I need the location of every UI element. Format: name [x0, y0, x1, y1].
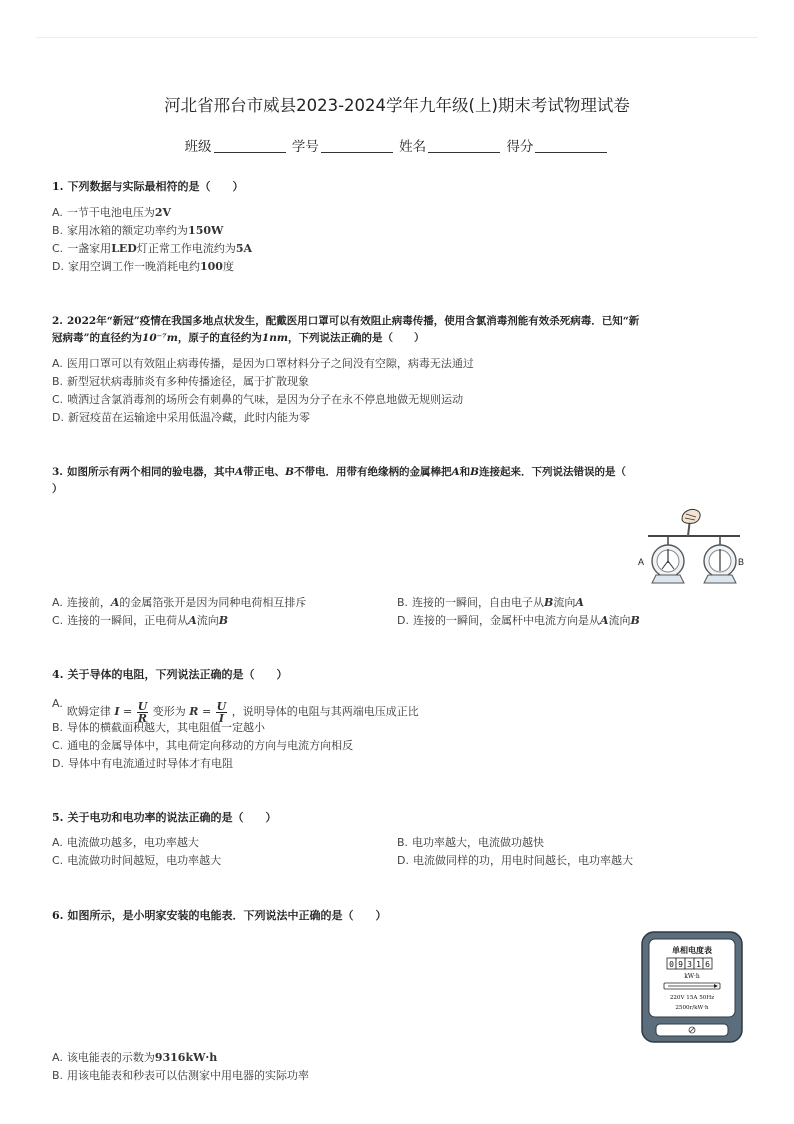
option-3d[interactable]: D. 连接的一瞬间，金属杆中电流方向是从A流向B: [397, 614, 640, 627]
score-label: 得分: [506, 139, 534, 155]
meter-digit: 6: [705, 960, 710, 969]
label-b: B: [738, 557, 745, 567]
electroscope-b: [704, 536, 736, 583]
header-rule: [36, 37, 758, 38]
option-5d[interactable]: D. 电流做同样的功，用电时间越长，电功率越大: [397, 854, 633, 867]
id-label: 学号: [291, 139, 319, 155]
question-3: 3. 如图所示有两个相同的验电器，其中A带正电、B不带电．用带有绝缘柄的金属棒把A和B连接起来．下列说法错误的是（ ）: [52, 466, 627, 495]
option-2d[interactable]: D. 新冠疫苗在运输途中采用低温冷藏，此时内能为零: [52, 411, 310, 424]
fraction-u-over-r: $\frac{U}{R}$: [137, 699, 148, 725]
question-number: 3.: [52, 466, 63, 478]
question-number: 2.: [52, 315, 63, 327]
option-1b[interactable]: B. 家用冰箱的额定功率约为150W: [52, 224, 224, 237]
question-1: [52, 178, 742, 195]
meter-digit: 3: [687, 960, 692, 969]
question-number: 6.: [52, 909, 64, 922]
student-info-line: [0, 135, 794, 155]
meter-digit: 0: [669, 960, 674, 969]
option-3b[interactable]: B. 连接的一瞬间，自由电子从B流向A: [397, 596, 584, 609]
question-number: 4.: [52, 668, 64, 681]
meter-digits: [667, 958, 712, 969]
electroscope-figure: [630, 505, 750, 590]
question-stem: 下列数据与实际最相符的是（ ）: [67, 180, 244, 193]
option-5a[interactable]: A. 电流做功越多，电功率越大: [52, 836, 199, 849]
option-1c[interactable]: C. 一盏家用LED灯正常工作电流约为5A: [52, 242, 253, 255]
option-6a[interactable]: A. 该电能表的示数为9316kW·h: [52, 1051, 218, 1064]
label-a: A: [638, 557, 645, 567]
electroscope-a: [652, 536, 684, 583]
option-4b[interactable]: B. 导体的横截面积越大，其电阻值一定越小: [52, 721, 266, 734]
score-blank[interactable]: [535, 140, 607, 153]
option-6b[interactable]: B. 用该电能表和秒表可以估测家中用电器的实际功率: [52, 1069, 310, 1082]
option-4a[interactable]: A.欧姆定律 I = $\frac{U}{R}$ 变形为 R = $\frac{U}{I}$ ，说明导体的电阻与其两端电压成正比: [52, 697, 419, 725]
page-title: 河北省邢台市威县2023-2024学年九年级(上)期末考试物理试卷: [164, 96, 630, 115]
question-stem: 关于电功和电功率的说法正确的是（ ）: [67, 811, 277, 824]
option-4c[interactable]: C. 通电的金属导体中，其电荷定向移动的方向与电流方向相反: [52, 739, 354, 752]
question-stem-line1: 2022年“新冠”疫情在我国多地点状发生，配戴医用口罩可以有效阻止病毒传播，使用含氯消毒剂能有效杀死病毒．已知“新: [66, 315, 640, 327]
formula-r: R: [189, 705, 199, 718]
meter-digit: 1: [696, 960, 701, 969]
fraction-u-over-i: $\frac{U}{I}$: [216, 699, 227, 725]
hand-icon: [682, 509, 700, 523]
option-5b[interactable]: B. 电功率越大，电流做功越快: [397, 836, 545, 849]
question-stem: 关于导体的电阻，下列说法正确的是（ ）: [67, 668, 288, 681]
question-4: [52, 666, 742, 683]
question-number: 5.: [52, 811, 64, 824]
virus-diameter: 10⁻⁷m: [142, 332, 178, 344]
option-2b[interactable]: B. 新型冠状病毒肺炎有多种传播途径，属于扩散现象: [52, 375, 310, 388]
meter-spec-1: 220V 15A 50Hz: [669, 995, 715, 1001]
meter-digit: 9: [678, 960, 683, 969]
class-blank[interactable]: [214, 140, 286, 153]
question-stem: 如图所示，是小明家安装的电能表．下列说法中正确的是（ ）: [67, 909, 387, 922]
option-3c[interactable]: C. 连接的一瞬间，正电荷从A流向B: [52, 614, 229, 627]
energy-meter-figure: [640, 930, 744, 1044]
id-blank[interactable]: [321, 140, 393, 153]
question-5: [52, 809, 742, 826]
option-1a[interactable]: A. 一节干电池电压为2V: [52, 206, 172, 219]
option-1d[interactable]: D. 家用空调工作一晚消耗电约100度: [52, 260, 234, 273]
meter-title: 单相电度表: [672, 946, 712, 955]
atom-diameter: 1nm: [261, 332, 288, 344]
class-label: 班级: [184, 139, 212, 155]
name-label: 姓名: [399, 139, 427, 155]
formula-i: I: [114, 705, 120, 718]
option-2c[interactable]: C. 喷洒过含氯消毒剂的场所会有刺鼻的气味，是因为分子在永不停息地做无规则运动: [52, 393, 464, 406]
meter-spec-2: 2500r/kW·h: [675, 1005, 709, 1011]
name-blank[interactable]: [428, 140, 500, 153]
meter-unit: kW·h: [684, 973, 700, 980]
question-2: 2. 2022年“新冠”疫情在我国多地点状发生，配戴医用口罩可以有效阻止病毒传播，使用含氯消毒剂能有效杀死病毒．已知“新 冠病毒”的直径约为10⁻⁷m，原子的直径约为1nm，下列说法正确的是（ ）: [52, 315, 640, 344]
question-number: 1.: [52, 180, 64, 193]
option-4d[interactable]: D. 导体中有电流通过时导体才有电阻: [52, 757, 233, 770]
option-2a[interactable]: A. 医用口罩可以有效阻止病毒传播，是因为口罩材料分子之间没有空隙，病毒无法通过: [52, 357, 474, 370]
question-6: [52, 907, 742, 924]
option-3a[interactable]: A. 连接前，A的金属箔张开是因为同种电荷相互排斥: [52, 596, 307, 609]
option-5c[interactable]: C. 电流做功时间越短，电功率越大: [52, 854, 222, 867]
